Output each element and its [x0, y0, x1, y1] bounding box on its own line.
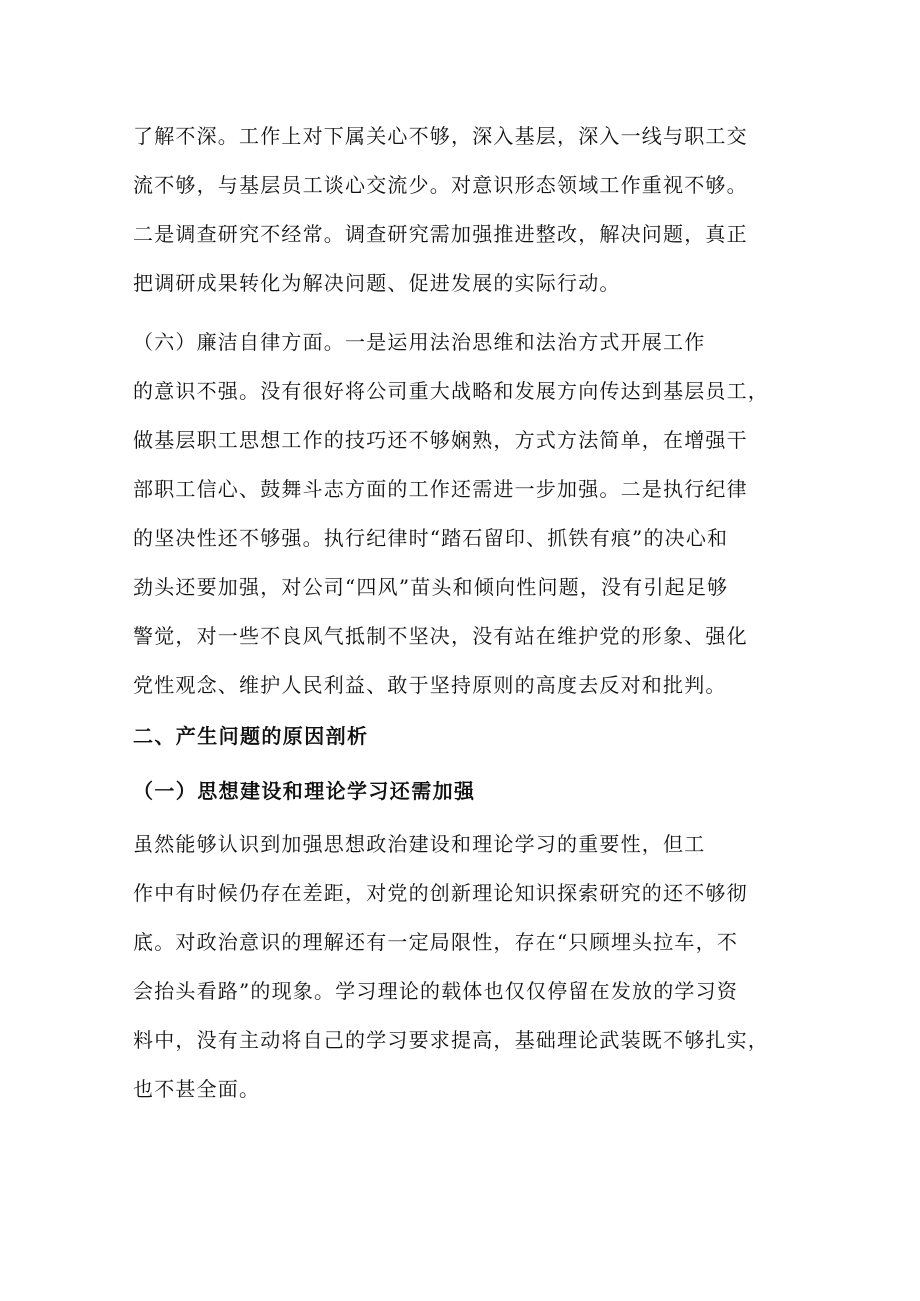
subsection-heading-ideological-study: （一）思想建设和理论学习还需加强: [133, 779, 476, 803]
section-heading-cause-analysis: 二、产生问题的原因剖析: [133, 724, 369, 748]
paragraph-integrity-self-discipline: （六）廉洁自律方面。一是运用法治思维和法治方式开展工作 的意识不强。没有很好将公司重大战略和发展方向传达到基层员工， 做基层职工思想工作的技巧还不够娴熟，方式方法简单，在增强干 部职工信心、鼓舞斗志方面的工作还需进一步加强。二是执行纪律 的坚决性还不够强。执行纪律时“踏石留印、抓铁有痕”的决心和 劲头还要加强，对公司“四风”苗头和倾向性问题，没有引起足够 警觉，对一些不良风气抵制不坚决，没有站在维护党的形象、强化 党性观念、维护人民利益、敢于坚持原则的高度去反对和批判。: [133, 330, 769, 697]
paragraph-ideological-study: 虽然能够认识到加强思想政治建设和理论学习的重要性，但工 作中有时候仍存在差距，对党的创新理论知识探索研究的还不够彻 底。对政治意识的理解还有一定局限性，存在“只顾埋头拉车，不 会抬头看路”的现象。学习理论的载体也仅仅停留在发放的学习资 料中，没有主动将自己的学习要求提高，基础理论武装既不够扎实， 也不甚全面。: [133, 832, 769, 1101]
paragraph-leadership-continuation: 了解不深。工作上对下属关心不够，深入基层，深入一线与职工交 流不够，与基层员工谈心交流少。对意识形态领域工作重视不够。 二是调查研究不经常。调查研究需加强推进整改，解决问题，真正 把调研成果转化为解决问题、促进发展的实际行动。: [133, 124, 748, 295]
